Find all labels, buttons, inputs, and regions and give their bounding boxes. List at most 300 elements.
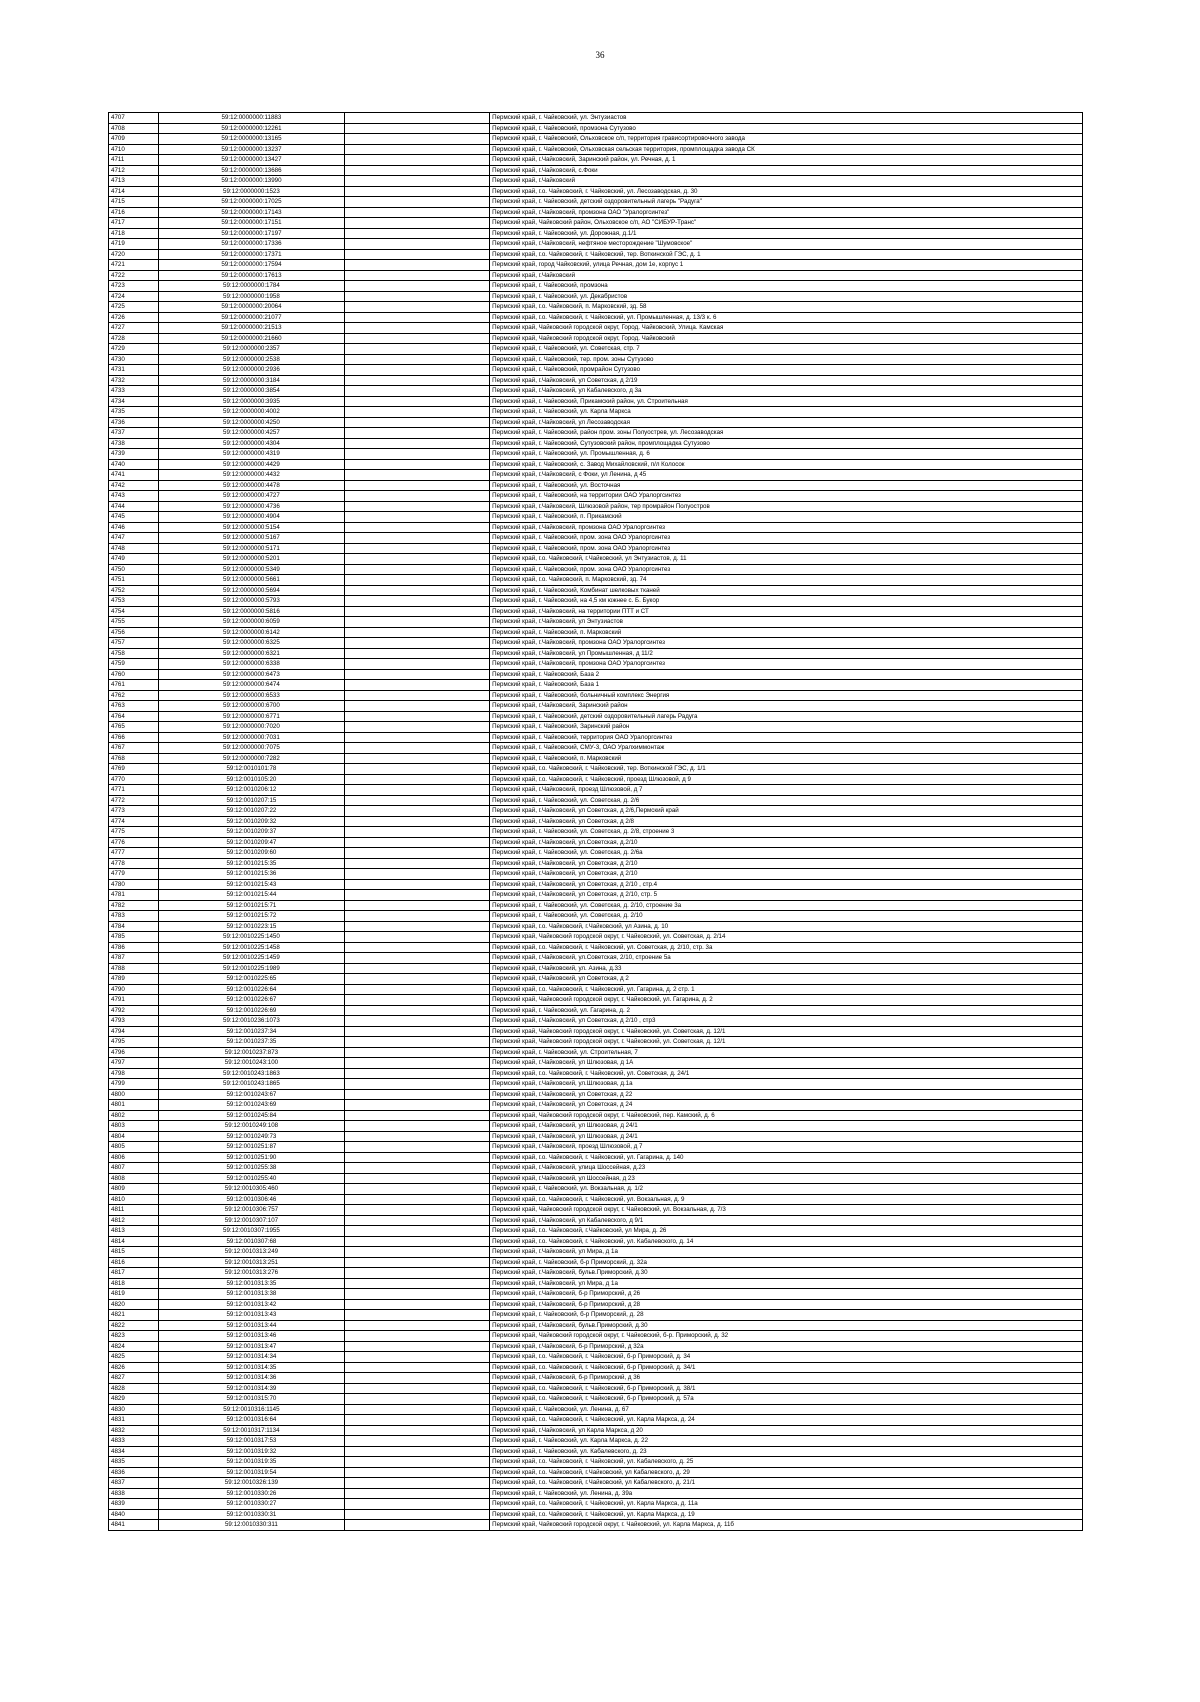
cadastral-number-cell: 59:12:0010101:78: [159, 764, 345, 775]
address-cell: Пермский край, г.Чайковский, ул Карла Маркса, д 20: [490, 1425, 1083, 1436]
cadastral-number-cell: 59:12:0010313:46: [159, 1331, 345, 1342]
table-row: [109, 281, 1083, 292]
table-row: [109, 785, 1083, 796]
empty-cell: [344, 932, 489, 943]
row-number-cell: 4729: [109, 344, 159, 355]
table-row: [109, 879, 1083, 890]
empty-cell: [344, 953, 489, 964]
address-cell: Пермский край, г. Чайковский, ул. Советская, д. 2/8, строение 3: [490, 827, 1083, 838]
address-cell: Пермский край, г. Чайковский, промзона: [490, 281, 1083, 292]
cadastral-number-cell: 59:12:0000000:4257: [159, 428, 345, 439]
cadastral-number-cell: 59:12:0000000:6142: [159, 627, 345, 638]
empty-cell: [344, 312, 489, 323]
cadastral-number-cell: 59:12:0000000:4727: [159, 491, 345, 502]
cadastral-number-cell: 59:12:0010215:71: [159, 900, 345, 911]
row-number-cell: 4751: [109, 575, 159, 586]
empty-cell: [344, 1089, 489, 1100]
address-cell: Пермский край, г.Чайковский, Заринский район: [490, 701, 1083, 712]
address-cell: Пермский край, г. Чайковский, ул. Кабалевского, д. 23: [490, 1446, 1083, 1457]
row-number-cell: 4813: [109, 1226, 159, 1237]
row-number-cell: 4712: [109, 165, 159, 176]
row-number-cell: 4784: [109, 921, 159, 932]
address-cell: Пермский край, г. Чайковский, промрайон Сутузово: [490, 365, 1083, 376]
address-cell: Пермский край, г.Чайковский, с Фоки, ул Ленина, д 45: [490, 470, 1083, 481]
cadastral-number-cell: 59:12:0000000:5171: [159, 543, 345, 554]
cadastral-number-cell: 59:12:0010306:757: [159, 1205, 345, 1216]
cadastral-number-cell: 59:12:0010226:67: [159, 995, 345, 1006]
table-row: [109, 333, 1083, 344]
address-cell: Пермский край, г. Чайковский, п. Марковский: [490, 753, 1083, 764]
address-cell: Пермский край, г. Чайковский, район пром. зоны Полуострев, ул. Лесозаводская: [490, 428, 1083, 439]
cadastral-number-cell: 59:12:0000000:4904: [159, 512, 345, 523]
cadastral-number-cell: 59:12:0010206:12: [159, 785, 345, 796]
row-number-cell: 4816: [109, 1257, 159, 1268]
cadastral-number-cell: 59:12:0010314:39: [159, 1383, 345, 1394]
table-row: [109, 1310, 1083, 1321]
empty-cell: [344, 774, 489, 785]
address-cell: Пермский край, г.Чайковский, б-р Приморский, д 36: [490, 1373, 1083, 1384]
table-row: [109, 501, 1083, 512]
table-row: [109, 1404, 1083, 1415]
table-row: [109, 207, 1083, 218]
cadastral-number-cell: 59:12:0000000:17143: [159, 207, 345, 218]
table-row: [109, 1226, 1083, 1237]
empty-cell: [344, 785, 489, 796]
table-row: [109, 722, 1083, 733]
empty-cell: [344, 449, 489, 460]
address-cell: Пермский край, г.о. Чайковский, г. Чайковский, проезд Шлюзовой, д 9: [490, 774, 1083, 785]
row-number-cell: 4708: [109, 123, 159, 134]
empty-cell: [344, 480, 489, 491]
table-row: [109, 1257, 1083, 1268]
row-number-cell: 4717: [109, 218, 159, 229]
table-row: [109, 869, 1083, 880]
row-number-cell: 4732: [109, 375, 159, 386]
empty-cell: [344, 575, 489, 586]
cadastral-number-cell: 59:12:0000000:6338: [159, 659, 345, 670]
table-row: [109, 480, 1083, 491]
table-row: [109, 1467, 1083, 1478]
table-row: [109, 1436, 1083, 1447]
row-number-cell: 4755: [109, 617, 159, 628]
empty-cell: [344, 1068, 489, 1079]
empty-cell: [344, 890, 489, 901]
row-number-cell: 4785: [109, 932, 159, 943]
table-row: [109, 407, 1083, 418]
row-number-cell: 4787: [109, 953, 159, 964]
empty-cell: [344, 1163, 489, 1174]
table-row: [109, 375, 1083, 386]
empty-cell: [344, 1194, 489, 1205]
empty-cell: [344, 585, 489, 596]
empty-cell: [344, 554, 489, 565]
row-number-cell: 4783: [109, 911, 159, 922]
address-cell: Пермский край, г.Чайковский, ул Шлюзовая, д 1А: [490, 1058, 1083, 1069]
row-number-cell: 4819: [109, 1289, 159, 1300]
table-row: [109, 648, 1083, 659]
row-number-cell: 4830: [109, 1404, 159, 1415]
cadastral-number-cell: 59:12:0010226:64: [159, 984, 345, 995]
address-cell: Пермский край, Чайковский городской округ, г. Чайковский, ул. Советская, д. 12/1: [490, 1026, 1083, 1037]
empty-cell: [344, 1173, 489, 1184]
table-row: [109, 732, 1083, 743]
row-number-cell: 4818: [109, 1278, 159, 1289]
row-number-cell: 4832: [109, 1425, 159, 1436]
row-number-cell: 4803: [109, 1121, 159, 1132]
cadastral-number-cell: 59:12:0000000:6059: [159, 617, 345, 628]
table-row: [109, 533, 1083, 544]
table-row: [109, 806, 1083, 817]
table-row: [109, 239, 1083, 250]
cadastral-number-cell: 59:12:0010313:44: [159, 1320, 345, 1331]
empty-cell: [344, 680, 489, 691]
address-cell: Пермский край, г.о. Чайковский, г. Чайковский, ул. Гагарина, д. 140: [490, 1152, 1083, 1163]
table-row: [109, 1047, 1083, 1058]
cadastral-number-cell: 59:12:0000000:2357: [159, 344, 345, 355]
table-row: [109, 1152, 1083, 1163]
empty-cell: [344, 848, 489, 859]
table-row: [109, 690, 1083, 701]
address-cell: Пермский край, г.Чайковский, ул. Азина, д.33: [490, 963, 1083, 974]
table-row: [109, 554, 1083, 565]
cadastral-number-cell: 59:12:0000000:5694: [159, 585, 345, 596]
table-row: [109, 606, 1083, 617]
empty-cell: [344, 606, 489, 617]
cadastral-number-cell: 59:12:0010215:36: [159, 869, 345, 880]
address-cell: Пермский край, г. Чайковский, ул. Декабристов: [490, 291, 1083, 302]
address-cell: Пермский край, Чайковский городской округ, г. Чайковский, ул. Советская, д. 12/1: [490, 1037, 1083, 1048]
row-number-cell: 4757: [109, 638, 159, 649]
cadastral-number-cell: 59:12:0000000:6474: [159, 680, 345, 691]
cadastral-number-cell: 59:12:0010319:54: [159, 1467, 345, 1478]
empty-cell: [344, 995, 489, 1006]
row-number-cell: 4740: [109, 459, 159, 470]
empty-cell: [344, 375, 489, 386]
row-number-cell: 4796: [109, 1047, 159, 1058]
table-row: [109, 848, 1083, 859]
table-row: [109, 1121, 1083, 1132]
cadastral-number-cell: 59:12:0000000:17371: [159, 249, 345, 260]
cadastral-number-cell: 59:12:0000000:7031: [159, 732, 345, 743]
empty-cell: [344, 1184, 489, 1195]
address-cell: Пермский край, г. Чайковский, ул. Ленина, д. 67: [490, 1404, 1083, 1415]
address-cell: Пермский край, г. Чайковский, детский оздоровительный лагерь Радуга: [490, 711, 1083, 722]
row-number-cell: 4707: [109, 113, 159, 124]
table-row: [109, 1362, 1083, 1373]
address-cell: Пермский край, г.Чайковский, нефтяное месторождение "Шумовское": [490, 239, 1083, 250]
address-cell: Пермский край, Чайковский городской округ, г. Чайковский, ул. Гагарина, д. 2: [490, 995, 1083, 1006]
row-number-cell: 4773: [109, 806, 159, 817]
page-number: 36: [595, 50, 605, 60]
cadastral-number-cell: 59:12:0010243:1865: [159, 1079, 345, 1090]
table-row: [109, 428, 1083, 439]
empty-cell: [344, 1509, 489, 1520]
empty-cell: [344, 879, 489, 890]
row-number-cell: 4798: [109, 1068, 159, 1079]
address-cell: Пермский край, г.о. Чайковский, г. Чайковский, ул. Кабалевского, д. 25: [490, 1457, 1083, 1468]
row-number-cell: 4760: [109, 669, 159, 680]
table-row: [109, 1289, 1083, 1300]
row-number-cell: 4822: [109, 1320, 159, 1331]
cadastral-number-cell: 59:12:0000000:2936: [159, 365, 345, 376]
row-number-cell: 4793: [109, 1016, 159, 1027]
address-cell: Пермский край, г.Чайковский: [490, 270, 1083, 281]
row-number-cell: 4747: [109, 533, 159, 544]
address-cell: Пермский край, г. Чайковский, детский оздоровительный лагерь "Радуга": [490, 197, 1083, 208]
address-cell: Пермский край, г.Чайковский, ул Мира, д 1а: [490, 1247, 1083, 1258]
address-cell: Пермский край, г.Чайковский, улица Шоссейная, д.23: [490, 1163, 1083, 1174]
table-row: [109, 1373, 1083, 1384]
cadastral-number-cell: 59:12:0010313:251: [159, 1257, 345, 1268]
table-row: [109, 816, 1083, 827]
table-row: [109, 596, 1083, 607]
empty-cell: [344, 365, 489, 376]
cadastral-number-cell: 59:12:0000000:12261: [159, 123, 345, 134]
empty-cell: [344, 648, 489, 659]
address-cell: Пермский край, г.Чайковский, ул Советская, д 24: [490, 1100, 1083, 1111]
address-cell: Пермский край, Чайковский городской округ, г. Чайковский, ул. Советская, д. 2/14: [490, 932, 1083, 943]
empty-cell: [344, 1121, 489, 1132]
address-cell: Пермский край, Чайковский городской округ, г. Чайковский, б-р. Приморский, д. 32: [490, 1331, 1083, 1342]
cadastral-number-cell: 59:12:0000000:4304: [159, 438, 345, 449]
table-row: [109, 1173, 1083, 1184]
cadastral-number-cell: 59:12:0010245:84: [159, 1110, 345, 1121]
address-cell: Пермский край, г.Чайковский, б-р Приморский, д 26: [490, 1289, 1083, 1300]
cadastral-number-cell: 59:12:0000000:13686: [159, 165, 345, 176]
row-number-cell: 4720: [109, 249, 159, 260]
row-number-cell: 4836: [109, 1467, 159, 1478]
address-cell: Пермский край, г. Чайковский, Комбинат шелковых тканей: [490, 585, 1083, 596]
address-cell: Пермский край, Чайковский городской округ, г. Чайковский, пер. Камский, д. 6: [490, 1110, 1083, 1121]
cadastral-number-cell: 59:12:0010330:27: [159, 1499, 345, 1510]
cadastral-number-cell: 59:12:0000000:6771: [159, 711, 345, 722]
row-number-cell: 4742: [109, 480, 159, 491]
empty-cell: [344, 1005, 489, 1016]
table-row: [109, 900, 1083, 911]
empty-cell: [344, 1257, 489, 1268]
empty-cell: [344, 1215, 489, 1226]
address-cell: Пермский край, г. Чайковский, п. Прикамский: [490, 512, 1083, 523]
address-cell: Пермский край, г.о. Чайковский, п. Марковский, зд. 58: [490, 302, 1083, 313]
address-cell: Пермский край, г.Чайковский, ул Советская, д 2/8: [490, 816, 1083, 827]
empty-cell: [344, 638, 489, 649]
table-row: [109, 470, 1083, 481]
row-number-cell: 4749: [109, 554, 159, 565]
address-cell: Пермский край, г. Чайковский, б-р Приморский, д. 28: [490, 1310, 1083, 1321]
row-number-cell: 4769: [109, 764, 159, 775]
row-number-cell: 4804: [109, 1131, 159, 1142]
empty-cell: [344, 1457, 489, 1468]
address-cell: Пермский край, г. Чайковский, ул. Восточная: [490, 480, 1083, 491]
address-cell: Пермский край, г.Чайковский, б-р Приморский, д 28: [490, 1299, 1083, 1310]
row-number-cell: 4771: [109, 785, 159, 796]
row-number-cell: 4710: [109, 144, 159, 155]
cadastral-number-cell: 59:12:0000000:17613: [159, 270, 345, 281]
address-cell: Пермский край, г. Чайковский, ул. Советская, стр. 7: [490, 344, 1083, 355]
row-number-cell: 4839: [109, 1499, 159, 1510]
table-row: [109, 459, 1083, 470]
cadastral-number-cell: 59:12:0010255:38: [159, 1163, 345, 1174]
row-number-cell: 4754: [109, 606, 159, 617]
cadastral-number-cell: 59:12:0010225:65: [159, 974, 345, 985]
table-row: [109, 932, 1083, 943]
row-number-cell: 4715: [109, 197, 159, 208]
address-cell: Пермский край, г.Чайковский, ул Советская, д 2: [490, 974, 1083, 985]
empty-cell: [344, 1320, 489, 1331]
address-cell: Пермский край, г.о. Чайковский, г. Чайковский, ул. Кабалевского, д. 14: [490, 1236, 1083, 1247]
cadastral-number-cell: 59:12:0010237:35: [159, 1037, 345, 1048]
cadastral-number-cell: 59:12:0010249:108: [159, 1121, 345, 1132]
empty-cell: [344, 1026, 489, 1037]
empty-cell: [344, 764, 489, 775]
row-number-cell: 4802: [109, 1110, 159, 1121]
empty-cell: [344, 711, 489, 722]
address-cell: Пермский край, г. Чайковский, ул. Гагарина, д. 2: [490, 1005, 1083, 1016]
table-row: [109, 438, 1083, 449]
address-cell: Пермский край, г.Чайковский, б-р Приморский, д 32а: [490, 1341, 1083, 1352]
table-row: [109, 1320, 1083, 1331]
cadastral-number-cell: 59:12:0000000:6321: [159, 648, 345, 659]
table-row: [109, 1247, 1083, 1258]
address-cell: Пермский край, г. Чайковский, Прикамский район, ул. Строительная: [490, 396, 1083, 407]
cadastral-number-cell: 59:12:0010209:32: [159, 816, 345, 827]
cadastral-number-cell: 59:12:0000000:5167: [159, 533, 345, 544]
address-cell: Пермский край, г.Чайковский, ул Советская, д 2/10, стр. 5: [490, 890, 1083, 901]
row-number-cell: 4739: [109, 449, 159, 460]
empty-cell: [344, 1037, 489, 1048]
row-number-cell: 4726: [109, 312, 159, 323]
empty-cell: [344, 1425, 489, 1436]
address-cell: Пермский край, г.о. Чайковский, г.Чайковский, ул Кабалевского, д. 29: [490, 1467, 1083, 1478]
address-cell: Пермский край, г.о. Чайковский, г. Чайковский, б-р Приморский, д. 34/1: [490, 1362, 1083, 1373]
row-number-cell: 4762: [109, 690, 159, 701]
table-row: [109, 575, 1083, 586]
cadastral-number-cell: 59:12:0000000:4478: [159, 480, 345, 491]
address-cell: Пермский край, г.о. Чайковский, п. Марковский, зд. 74: [490, 575, 1083, 586]
cadastral-number-cell: 59:12:0000000:4002: [159, 407, 345, 418]
cadastral-number-cell: 59:12:0010307:68: [159, 1236, 345, 1247]
row-number-cell: 4752: [109, 585, 159, 596]
table-row: [109, 1331, 1083, 1342]
empty-cell: [344, 291, 489, 302]
empty-cell: [344, 344, 489, 355]
table-row: [109, 837, 1083, 848]
address-cell: Пермский край, г.Чайковский, проезд Шлюзовой, д 7: [490, 1142, 1083, 1153]
table-row: [109, 774, 1083, 785]
table-row: [109, 974, 1083, 985]
table-row: [109, 512, 1083, 523]
table-row: [109, 1457, 1083, 1468]
address-cell: Пермский край, г.Чайковский, ул Кабалевского, д 3а: [490, 386, 1083, 397]
empty-cell: [344, 438, 489, 449]
empty-cell: [344, 1467, 489, 1478]
empty-cell: [344, 1446, 489, 1457]
cadastral-number-cell: 59:12:0000000:7282: [159, 753, 345, 764]
table-row: [109, 1299, 1083, 1310]
empty-cell: [344, 407, 489, 418]
table-row: [109, 1478, 1083, 1489]
address-cell: Пермский край, г. Чайковский, ул. Советская, д. 2/10: [490, 911, 1083, 922]
table-row: [109, 711, 1083, 722]
row-number-cell: 4826: [109, 1362, 159, 1373]
row-number-cell: 4737: [109, 428, 159, 439]
row-number-cell: 4817: [109, 1268, 159, 1279]
cadastral-number-cell: 59:12:0000000:21077: [159, 312, 345, 323]
table-row: [109, 617, 1083, 628]
cadastral-number-cell: 59:12:0010215:44: [159, 890, 345, 901]
address-cell: Пермский край, г.Чайковский, ул.Советская, 2/10, строение 5а: [490, 953, 1083, 964]
empty-cell: [344, 659, 489, 670]
row-number-cell: 4792: [109, 1005, 159, 1016]
empty-cell: [344, 1100, 489, 1111]
row-number-cell: 4835: [109, 1457, 159, 1468]
cadastral-number-cell: 59:12:0000000:20064: [159, 302, 345, 313]
empty-cell: [344, 921, 489, 932]
address-cell: Пермский край, Чайковский городской округ, г. Чайковский, ул. Карла Маркса, д. 11б: [490, 1520, 1083, 1531]
address-cell: Пермский край, г. Чайковский, на территории ОАО Уралоргсинтез: [490, 491, 1083, 502]
row-number-cell: 4790: [109, 984, 159, 995]
address-cell: Пермский край, Чайковский городской округ, г. Чайковский, ул. Вокзальная, д. 7/3: [490, 1205, 1083, 1216]
row-number-cell: 4741: [109, 470, 159, 481]
row-number-cell: 4800: [109, 1089, 159, 1100]
cadastral-number-cell: 59:12:0000000:13237: [159, 144, 345, 155]
row-number-cell: 4828: [109, 1383, 159, 1394]
table-row: [109, 911, 1083, 922]
empty-cell: [344, 1236, 489, 1247]
cadastral-number-cell: 59:12:0000000:2538: [159, 354, 345, 365]
cadastral-number-cell: 59:12:0010207:22: [159, 806, 345, 817]
address-cell: Пермский край, г.Чайковский, бульв.Приморский, д.30: [490, 1320, 1083, 1331]
row-number-cell: 4814: [109, 1236, 159, 1247]
row-number-cell: 4772: [109, 795, 159, 806]
cadastral-number-cell: 59:12:0010316:1145: [159, 1404, 345, 1415]
registry-table: [108, 112, 1083, 1531]
empty-cell: [344, 1488, 489, 1499]
cadastral-number-cell: 59:12:0000000:17151: [159, 218, 345, 229]
table-row: [109, 585, 1083, 596]
address-cell: Пермский край, г.Чайковский, на территории ПТТ и СТ: [490, 606, 1083, 617]
cadastral-number-cell: 59:12:0010330:311: [159, 1520, 345, 1531]
table-row: [109, 197, 1083, 208]
empty-cell: [344, 1131, 489, 1142]
cadastral-number-cell: 59:12:0000000:13165: [159, 134, 345, 145]
row-number-cell: 4779: [109, 869, 159, 880]
row-number-cell: 4727: [109, 323, 159, 334]
row-number-cell: 4748: [109, 543, 159, 554]
address-cell: Пермский край, г.Чайковский, ул Лесозаводская: [490, 417, 1083, 428]
row-number-cell: 4841: [109, 1520, 159, 1531]
empty-cell: [344, 858, 489, 869]
table-row: [109, 491, 1083, 502]
table-row: [109, 1499, 1083, 1510]
cadastral-number-cell: 59:12:0000000:21513: [159, 323, 345, 334]
row-number-cell: 4801: [109, 1100, 159, 1111]
empty-cell: [344, 837, 489, 848]
empty-cell: [344, 1352, 489, 1363]
cadastral-number-cell: 59:12:0010243:100: [159, 1058, 345, 1069]
table-row: [109, 1005, 1083, 1016]
table-row: [109, 228, 1083, 239]
address-cell: Пермский край, г. Чайковский, Ольховское с/п, территория грависортировочного завода: [490, 134, 1083, 145]
row-number-cell: 4723: [109, 281, 159, 292]
address-cell: Пермский край, г. Чайковский, пром. зона ОАО Уралоргсинтез: [490, 533, 1083, 544]
address-cell: Пермский край, г.Чайковский, Шлюзовой район, тер промрайон Полуостров: [490, 501, 1083, 512]
table-row: [109, 365, 1083, 376]
row-number-cell: 4709: [109, 134, 159, 145]
empty-cell: [344, 354, 489, 365]
cadastral-number-cell: 59:12:0000000:4432: [159, 470, 345, 481]
cadastral-number-cell: 59:12:0010243:69: [159, 1100, 345, 1111]
